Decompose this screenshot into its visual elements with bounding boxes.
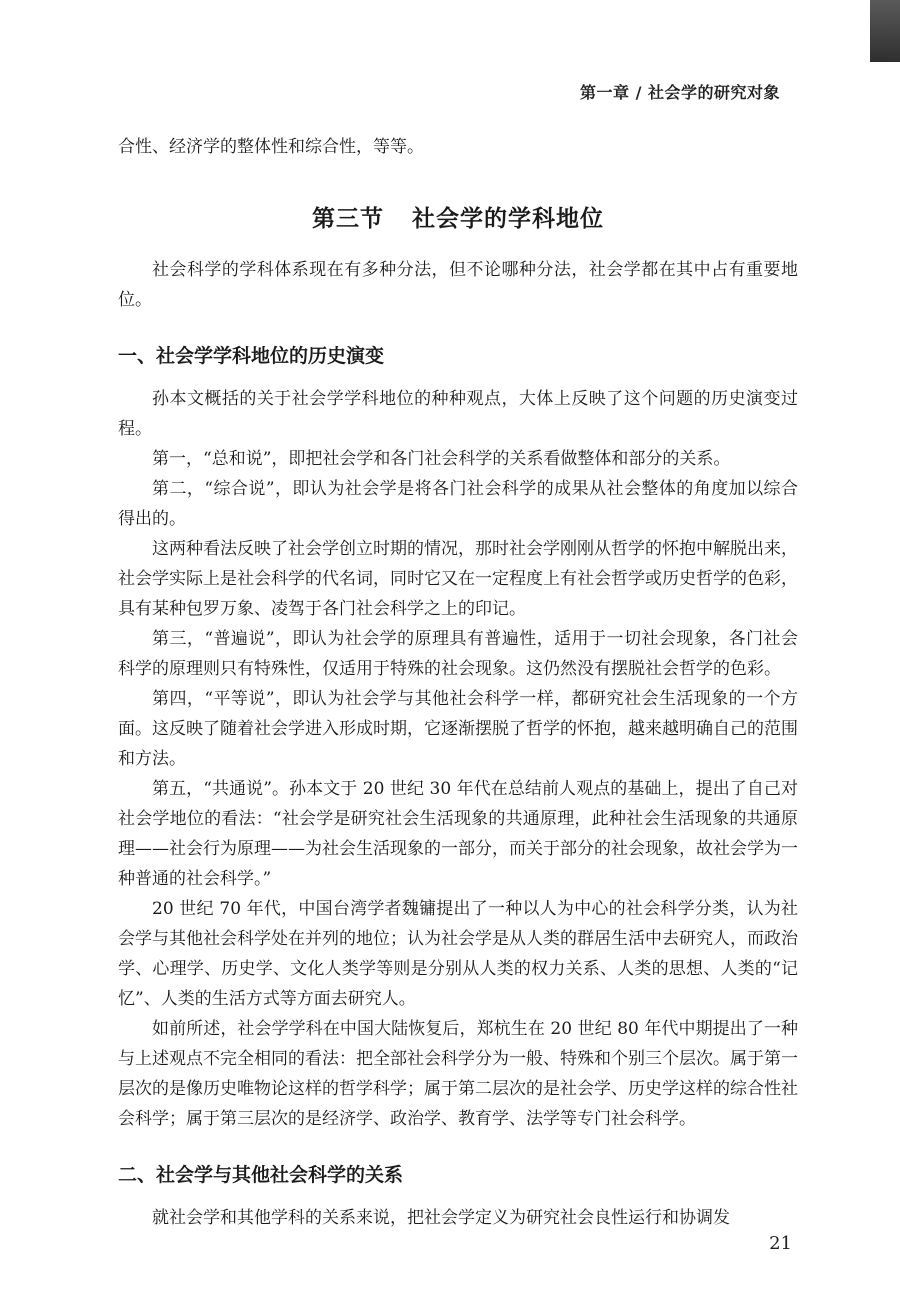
page-corner-tab [870, 0, 900, 62]
running-header: 第一章 / 社会学的研究对象 [580, 83, 780, 102]
paragraph: 如前所述，社会学学科在中国大陆恢复后，郑杭生在 20 世纪 80 年代中期提出了一种与上述观点不完全相同的看法：把全部社会科学分为一般、特殊和个别三个层次。属于第一层次的是像历史唯物论这样的哲学科学；属于第二层次的是社会学、历史学这样的综合性社会科学；属于第三层次的是经济学、政治学、教育学、法学等专门社会科学。 [118, 1019, 798, 1129]
intro-paragraph: 社会科学的学科体系现在有多种分法，但不论哪种分法，社会学都在其中占有重要地位。 [118, 260, 798, 310]
paragraph: 20 世纪 70 年代，中国台湾学者魏镛提出了一种以人为中心的社会科学分类，认为社会学与其他社会科学处在并列的地位；认为社会学是从人类的群居生活中去研究人，而政治学、心理学、历史学、文化人类学等则是分别从人类的权力关系、人类的思想、人类的“记忆”、人类的生活方式等方面去研究人。 [118, 899, 798, 1009]
subsection-heading-2: 二、社会学与其他社会科学的关系 [118, 1164, 404, 1186]
paragraph: 第二，“综合说”，即认为社会学是将各门社会科学的成果从社会整体的角度加以综合得出的。 [118, 479, 798, 529]
paragraph: 第三，“普遍说”，即认为社会学的原理具有普遍性，适用于一切社会现象，各门社会科学的原理则只有特殊性，仅适用于特殊的社会现象。这仍然没有摆脱社会哲学的色彩。 [118, 629, 798, 679]
page-number: 21 [769, 1233, 792, 1254]
paragraph: 第一，“总和说”，即把社会学和各门社会科学的关系看做整体和部分的关系。 [152, 449, 731, 469]
section-title [118, 200, 798, 233]
paragraph: 这两种看法反映了社会学创立时期的情况，那时社会学刚刚从哲学的怀抱中解脱出来，社会学实际上是社会科学的代名词，同时它又在一定程度上有社会哲学或历史哲学的色彩，具有某种包罗万象、凌驾于各门社会科学之上的印记。 [118, 539, 798, 619]
paragraph: 第四，“平等说”，即认为社会学与其他社会科学一样，都研究社会生活现象的一个方面。这反映了随着社会学进入形成时期，它逐渐摆脱了哲学的怀抱，越来越明确自己的范围和方法。 [118, 689, 798, 769]
paragraph: 就社会学和其他学科的关系来说，把社会学定义为研究社会良性运行和协调发 [152, 1208, 730, 1228]
paragraph: 第五，“共通说”。孙本文于 20 世纪 30 年代在总结前人观点的基础上，提出了自己对社会学地位的看法：“社会学是研究社会生活现象的共通原理，此种社会生活现象的共通原理——社会行为原理——为社会生活现象的一部分，而关于部分的社会现象，故社会学为一种普通的社会科学。” [118, 779, 798, 889]
paragraph: 孙本文概括的关于社会学学科地位的种种观点，大体上反映了这个问题的历史演变过程。 [118, 389, 798, 439]
page-body [118, 132, 798, 1233]
subsection-heading-1: 一、社会学学科地位的历史演变 [118, 345, 385, 367]
carry-over-paragraph: 合性、经济学的整体性和综合性，等等。 [118, 137, 424, 157]
section-title-text: 社会学的学科地位 [412, 206, 604, 232]
section-number: 第三节 [312, 206, 384, 232]
